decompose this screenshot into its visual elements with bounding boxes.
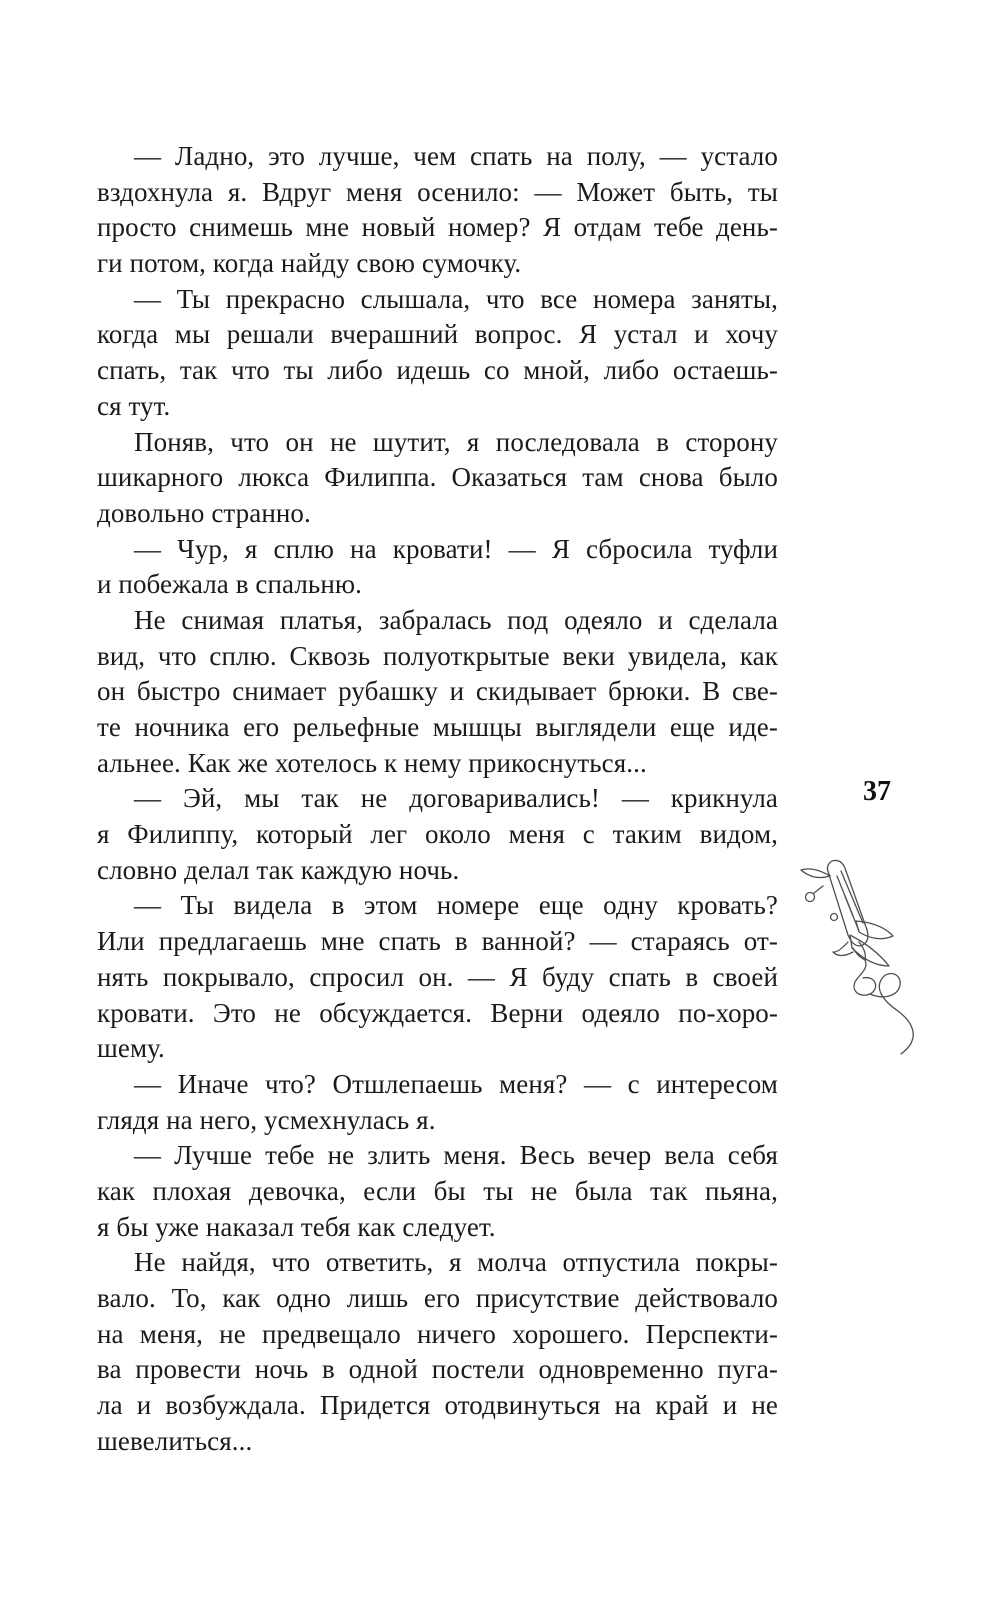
text-line: довольно странно. [97,497,311,528]
airplane-doodle [793,824,925,1056]
text-line: спать, так что ты либо идешь со мной, либо остаешь- [97,355,778,386]
text-line: Не снимая платья, забралась под одеяло и сделала [134,604,778,635]
text-line: ги потом, когда найду свою сумочку. [97,248,522,279]
text-line: шевелиться... [97,1425,253,1456]
text-line: шему. [97,1033,165,1064]
text-line: — Иначе что? Отшлепаешь меня? — с интересом [134,1068,778,1099]
text-line: те ночника его рельефные мышцы выглядели еще иде- [97,712,778,742]
text-line: — Чур, я сплю на кровати! — Я сбросила туфли [134,533,778,564]
text-line: на меня, не предвещало ничего хорошего. Перспекти- [97,1318,778,1349]
text-line: он быстро снимает рубашку и скидывает брюки. В све- [97,676,778,707]
text-line: вздохнула я. Вдруг меня осенило: — Может быть, ты [97,176,778,207]
text-block [97,139,778,1459]
text-line: и побежала в спальню. [97,569,363,600]
text-line: глядя на него, усмехнулась я. [97,1104,436,1135]
text-line: нять покрывало, спросил он. — Я буду спать в своей [97,961,778,992]
text-line: ся тут. [97,390,171,421]
text-line: просто снимешь мне новый номер? Я отдам тебе день- [97,212,778,243]
text-line: Не найдя, что ответить, я молча отпустила покры- [134,1247,778,1278]
text-line: словно делал так каждую ночь. [97,854,460,885]
text-line: ла и возбуждала. Придется отодвинуться на край и не [97,1390,778,1421]
text-line: шикарного люкса Филиппа. Оказаться там снова было [97,462,778,493]
text-line: альнее. Как же хотелось к нему прикоснуться... [97,747,647,778]
text-line: я бы уже наказал тебя как следует. [97,1211,496,1242]
text-line: Поняв, что он не шутит, я последовала в сторону [134,426,778,457]
text-line: — Ты прекрасно слышала, что все номера заняты, [134,283,778,314]
text-line: вало. То, как одно лишь его присутствие действовало [97,1283,778,1313]
text-line: — Ты видела в этом номере еще одну кровать? [134,890,778,921]
text-line: как плохая девочка, если бы ты не была так пьяна, [97,1175,778,1206]
text-line: ва провести ночь в одной постели одновременно пуга- [97,1354,778,1385]
text-line: вид, что сплю. Сквозь полуоткрытые веки увидела, как [97,640,778,671]
page-number: 37 [863,776,891,807]
text-line: Или предлагаешь мне спать в ванной? — стараясь от- [97,926,778,957]
text-line: — Ладно, это лучше, чем спать на полу, — устало [134,141,778,171]
text-line: когда мы решали вчерашний вопрос. Я устал и хочу [97,319,778,350]
airplane-doodle-icon [793,824,925,1056]
text-line: кровати. Это не обсуждается. Верни одеяло по-хоро- [97,997,778,1028]
text-line: я Филиппу, который лег около меня с таким видом, [97,819,778,850]
text-line: — Эй, мы так не договаривались! — крикнула [134,783,778,814]
text-line: — Лучше тебе не злить меня. Весь вечер вела себя [134,1140,778,1171]
